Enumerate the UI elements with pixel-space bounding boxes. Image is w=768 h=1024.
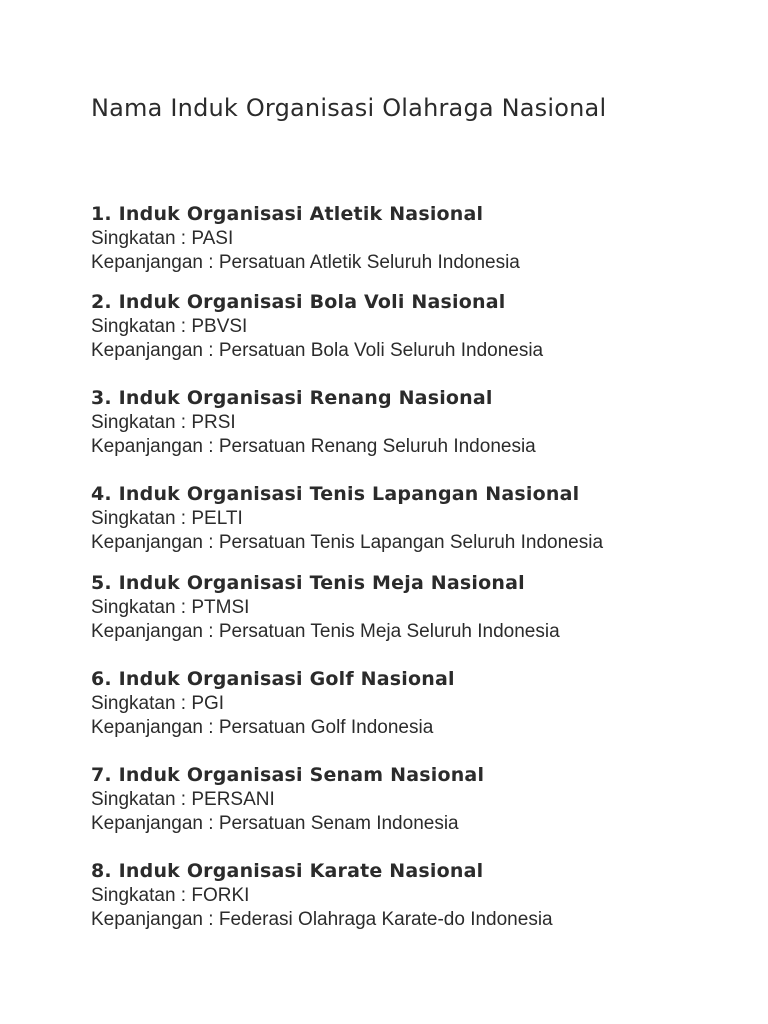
entry-singkatan: [91, 315, 711, 339]
entry-singkatan: [91, 884, 711, 908]
entry-heading: 3. Induk Organisasi Renang Nasional: [91, 387, 493, 409]
singkatan-value: PBVSI: [191, 316, 248, 337]
kepanjangan-label: Kepanjangan :: [91, 813, 214, 834]
entry-kepanjangan: [91, 908, 711, 932]
entry-kepanjangan: [91, 716, 711, 740]
singkatan-value: PELTI: [191, 508, 243, 529]
singkatan-label: Singkatan :: [91, 885, 187, 906]
kepanjangan-label: Kepanjangan :: [91, 340, 214, 361]
entry-singkatan: [91, 411, 711, 435]
page-title: Nama Induk Organisasi Olahraga Nasional: [91, 94, 607, 122]
singkatan-label: Singkatan :: [91, 228, 187, 249]
kepanjangan-value: Persatuan Atletik Seluruh Indonesia: [218, 252, 520, 273]
entry-heading: 7. Induk Organisasi Senam Nasional: [91, 764, 485, 786]
list-item-tenis-lapangan: [91, 481, 711, 555]
entry-kepanjangan: [91, 339, 711, 363]
kepanjangan-label: Kepanjangan :: [91, 436, 214, 457]
list-item-tenis-meja: [91, 570, 711, 644]
entry-singkatan: [91, 227, 711, 251]
kepanjangan-value: Persatuan Bola Voli Seluruh Indonesia: [218, 340, 544, 361]
kepanjangan-label: Kepanjangan :: [91, 252, 214, 273]
kepanjangan-label: Kepanjangan :: [91, 909, 214, 930]
entry-heading: 8. Induk Organisasi Karate Nasional: [91, 860, 484, 882]
entry-singkatan: [91, 507, 711, 531]
entry-kepanjangan: [91, 251, 711, 275]
singkatan-value: PTMSI: [191, 597, 250, 618]
singkatan-value: PGI: [191, 693, 225, 714]
list-item-bola-voli: [91, 289, 711, 363]
list-item-karate: [91, 858, 711, 932]
singkatan-label: Singkatan :: [91, 508, 187, 529]
kepanjangan-value: Persatuan Tenis Meja Seluruh Indonesia: [218, 621, 560, 642]
entry-singkatan: [91, 788, 711, 812]
kepanjangan-label: Kepanjangan :: [91, 621, 214, 642]
entry-kepanjangan: [91, 531, 711, 555]
kepanjangan-value: Persatuan Senam Indonesia: [218, 813, 459, 834]
singkatan-label: Singkatan :: [91, 693, 187, 714]
list-item-golf: [91, 666, 711, 740]
entry-singkatan: [91, 596, 711, 620]
entry-heading: 2. Induk Organisasi Bola Voli Nasional: [91, 291, 506, 313]
singkatan-label: Singkatan :: [91, 597, 187, 618]
entry-heading: 1. Induk Organisasi Atletik Nasional: [91, 203, 484, 225]
singkatan-label: Singkatan :: [91, 412, 187, 433]
entry-kepanjangan: [91, 435, 711, 459]
kepanjangan-label: Kepanjangan :: [91, 532, 214, 553]
kepanjangan-value: Persatuan Tenis Lapangan Seluruh Indonesia: [218, 532, 604, 553]
entry-singkatan: [91, 692, 711, 716]
singkatan-value: PERSANI: [191, 789, 275, 810]
kepanjangan-value: Federasi Olahraga Karate-do Indonesia: [218, 909, 553, 930]
entry-kepanjangan: [91, 620, 711, 644]
singkatan-label: Singkatan :: [91, 789, 187, 810]
entry-heading: 6. Induk Organisasi Golf Nasional: [91, 668, 455, 690]
entry-heading: 4. Induk Organisasi Tenis Lapangan Nasional: [91, 483, 580, 505]
singkatan-label: Singkatan :: [91, 316, 187, 337]
list-item-renang: [91, 385, 711, 459]
singkatan-value: FORKI: [191, 885, 250, 906]
list-item-senam: [91, 762, 711, 836]
list-item-atletik: [91, 201, 711, 275]
kepanjangan-value: Persatuan Renang Seluruh Indonesia: [218, 436, 536, 457]
entry-heading: 5. Induk Organisasi Tenis Meja Nasional: [91, 572, 525, 594]
kepanjangan-value: Persatuan Golf Indonesia: [218, 717, 434, 738]
entry-kepanjangan: [91, 812, 711, 836]
singkatan-value: PASI: [191, 228, 234, 249]
kepanjangan-label: Kepanjangan :: [91, 717, 214, 738]
singkatan-value: PRSI: [191, 412, 236, 433]
